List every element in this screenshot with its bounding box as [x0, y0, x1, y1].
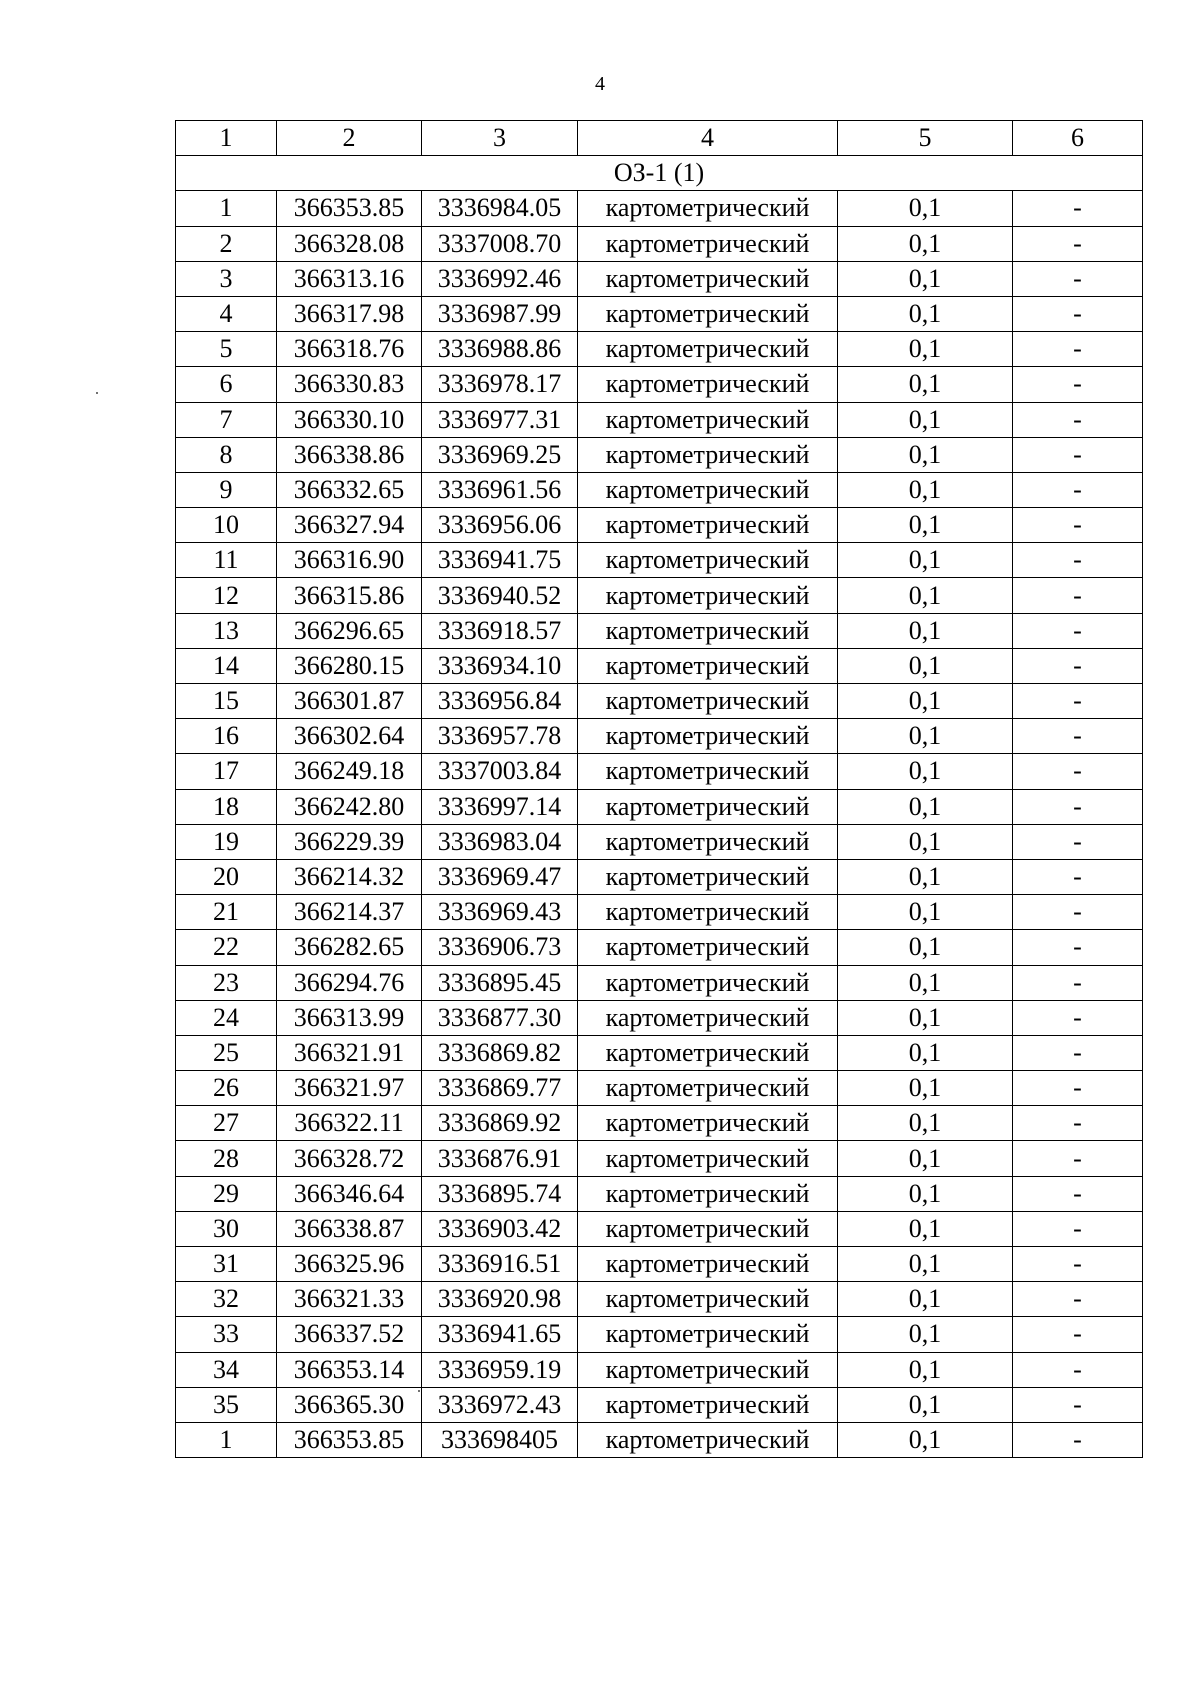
y-coordinate-cell: 3336869.92 — [422, 1106, 578, 1141]
page-number: 4 — [595, 73, 605, 95]
description-cell: - — [1013, 578, 1143, 613]
x-coordinate-cell: 366325.96 — [277, 1247, 422, 1282]
point-number-cell: 30 — [176, 1211, 277, 1246]
method-cell: картометрический — [578, 437, 838, 472]
y-coordinate-cell: 3336903.42 — [422, 1211, 578, 1246]
y-coordinate-cell: 3336984.05 — [422, 191, 578, 226]
table-row — [176, 719, 1143, 754]
method-cell: картометрический — [578, 1282, 838, 1317]
table-row — [176, 367, 1143, 402]
table-row — [176, 472, 1143, 507]
column-number-cell: 2 — [277, 121, 422, 156]
method-cell: картометрический — [578, 824, 838, 859]
x-coordinate-cell: 366313.99 — [277, 1000, 422, 1035]
accuracy-cell: 0,1 — [838, 332, 1013, 367]
point-number-cell: 11 — [176, 543, 277, 578]
x-coordinate-cell: 366353.14 — [277, 1352, 422, 1387]
accuracy-cell: 0,1 — [838, 226, 1013, 261]
point-number-cell: 14 — [176, 648, 277, 683]
table-row — [176, 613, 1143, 648]
point-number-cell: 15 — [176, 684, 277, 719]
point-number-cell: 16 — [176, 719, 277, 754]
point-number-cell: 1 — [176, 1422, 277, 1457]
y-coordinate-cell: 3336869.77 — [422, 1071, 578, 1106]
description-cell: - — [1013, 1422, 1143, 1457]
method-cell: картометрический — [578, 648, 838, 683]
accuracy-cell: 0,1 — [838, 367, 1013, 402]
method-cell: картометрический — [578, 1422, 838, 1457]
accuracy-cell: 0,1 — [838, 684, 1013, 719]
x-coordinate-cell: 366353.85 — [277, 1422, 422, 1457]
y-coordinate-cell: 3336969.47 — [422, 859, 578, 894]
table-row — [176, 1211, 1143, 1246]
x-coordinate-cell: 366321.91 — [277, 1035, 422, 1070]
point-number-cell: 25 — [176, 1035, 277, 1070]
method-cell: картометрический — [578, 226, 838, 261]
table-row — [176, 261, 1143, 296]
x-coordinate-cell: 366365.30 — [277, 1387, 422, 1422]
accuracy-cell: 0,1 — [838, 719, 1013, 754]
method-cell: картометрический — [578, 965, 838, 1000]
accuracy-cell: 0,1 — [838, 1211, 1013, 1246]
description-cell: - — [1013, 1317, 1143, 1352]
table-row — [176, 1000, 1143, 1035]
y-coordinate-cell: 3336961.56 — [422, 472, 578, 507]
method-cell: картометрический — [578, 1035, 838, 1070]
description-cell: - — [1013, 296, 1143, 331]
method-cell: картометрический — [578, 789, 838, 824]
x-coordinate-cell: 366338.87 — [277, 1211, 422, 1246]
table-row — [176, 226, 1143, 261]
point-number-cell: 8 — [176, 437, 277, 472]
y-coordinate-cell: 3336969.25 — [422, 437, 578, 472]
x-coordinate-cell: 366327.94 — [277, 508, 422, 543]
y-coordinate-cell: 3336869.82 — [422, 1035, 578, 1070]
column-number-cell: 1 — [176, 121, 277, 156]
point-number-cell: 35 — [176, 1387, 277, 1422]
description-cell: - — [1013, 226, 1143, 261]
point-number-cell: 31 — [176, 1247, 277, 1282]
method-cell: картометрический — [578, 1000, 838, 1035]
y-coordinate-cell: 3336918.57 — [422, 613, 578, 648]
y-coordinate-cell: 3336895.45 — [422, 965, 578, 1000]
table-row — [176, 402, 1143, 437]
table-row — [176, 437, 1143, 472]
y-coordinate-cell: 333698405 — [422, 1422, 578, 1457]
accuracy-cell: 0,1 — [838, 508, 1013, 543]
y-coordinate-cell: 3336920.98 — [422, 1282, 578, 1317]
x-coordinate-cell: 366338.86 — [277, 437, 422, 472]
description-cell: - — [1013, 1352, 1143, 1387]
x-coordinate-cell: 366328.72 — [277, 1141, 422, 1176]
method-cell: картометрический — [578, 1247, 838, 1282]
x-coordinate-cell: 366214.37 — [277, 895, 422, 930]
method-cell: картометрический — [578, 402, 838, 437]
description-cell: - — [1013, 261, 1143, 296]
description-cell: - — [1013, 543, 1143, 578]
column-number-row — [176, 121, 1143, 156]
method-cell: картометрический — [578, 578, 838, 613]
description-cell: - — [1013, 965, 1143, 1000]
accuracy-cell: 0,1 — [838, 789, 1013, 824]
description-cell: - — [1013, 754, 1143, 789]
accuracy-cell: 0,1 — [838, 472, 1013, 507]
method-cell: картометрический — [578, 296, 838, 331]
x-coordinate-cell: 366316.90 — [277, 543, 422, 578]
description-cell: - — [1013, 613, 1143, 648]
y-coordinate-cell: 3336956.06 — [422, 508, 578, 543]
table-row — [176, 1422, 1143, 1457]
point-number-cell: 13 — [176, 613, 277, 648]
point-number-cell: 2 — [176, 226, 277, 261]
accuracy-cell: 0,1 — [838, 1247, 1013, 1282]
description-cell: - — [1013, 1141, 1143, 1176]
y-coordinate-cell: 3336940.52 — [422, 578, 578, 613]
accuracy-cell: 0,1 — [838, 965, 1013, 1000]
method-cell: картометрический — [578, 719, 838, 754]
table-row — [176, 296, 1143, 331]
point-number-cell: 10 — [176, 508, 277, 543]
y-coordinate-cell: 3337008.70 — [422, 226, 578, 261]
point-number-cell: 4 — [176, 296, 277, 331]
accuracy-cell: 0,1 — [838, 1106, 1013, 1141]
accuracy-cell: 0,1 — [838, 261, 1013, 296]
description-cell: - — [1013, 1035, 1143, 1070]
accuracy-cell: 0,1 — [838, 1141, 1013, 1176]
point-number-cell: 34 — [176, 1352, 277, 1387]
y-coordinate-cell: 3336906.73 — [422, 930, 578, 965]
point-number-cell: 6 — [176, 367, 277, 402]
method-cell: картометрический — [578, 1176, 838, 1211]
x-coordinate-cell: 366328.08 — [277, 226, 422, 261]
description-cell: - — [1013, 684, 1143, 719]
y-coordinate-cell: 3336877.30 — [422, 1000, 578, 1035]
y-coordinate-cell: 3336992.46 — [422, 261, 578, 296]
accuracy-cell: 0,1 — [838, 437, 1013, 472]
table-row — [176, 508, 1143, 543]
column-number-cell: 6 — [1013, 121, 1143, 156]
y-coordinate-cell: 3336983.04 — [422, 824, 578, 859]
description-cell: - — [1013, 648, 1143, 683]
column-number-cell: 5 — [838, 121, 1013, 156]
x-coordinate-cell: 366322.11 — [277, 1106, 422, 1141]
method-cell: картометрический — [578, 1071, 838, 1106]
point-number-cell: 7 — [176, 402, 277, 437]
description-cell: - — [1013, 437, 1143, 472]
accuracy-cell: 0,1 — [838, 824, 1013, 859]
table-row — [176, 965, 1143, 1000]
accuracy-cell: 0,1 — [838, 1282, 1013, 1317]
method-cell: картометрический — [578, 191, 838, 226]
x-coordinate-cell: 366317.98 — [277, 296, 422, 331]
description-cell: - — [1013, 191, 1143, 226]
accuracy-cell: 0,1 — [838, 578, 1013, 613]
method-cell: картометрический — [578, 1106, 838, 1141]
method-cell: картометрический — [578, 367, 838, 402]
table-row — [176, 1352, 1143, 1387]
table-row — [176, 543, 1143, 578]
point-number-cell: 1 — [176, 191, 277, 226]
method-cell: картометрический — [578, 1317, 838, 1352]
method-cell: картометрический — [578, 1352, 838, 1387]
x-coordinate-cell: 366282.65 — [277, 930, 422, 965]
table-row — [176, 332, 1143, 367]
description-cell: - — [1013, 1000, 1143, 1035]
table-row — [176, 1035, 1143, 1070]
x-coordinate-cell: 366315.86 — [277, 578, 422, 613]
point-number-cell: 26 — [176, 1071, 277, 1106]
section-title-row — [176, 156, 1143, 191]
y-coordinate-cell: 3336988.86 — [422, 332, 578, 367]
x-coordinate-cell: 366330.10 — [277, 402, 422, 437]
point-number-cell: 20 — [176, 859, 277, 894]
table-row — [176, 1106, 1143, 1141]
point-number-cell: 19 — [176, 824, 277, 859]
table-row — [176, 895, 1143, 930]
table-body — [176, 121, 1143, 1458]
accuracy-cell: 0,1 — [838, 754, 1013, 789]
description-cell: - — [1013, 332, 1143, 367]
description-cell: - — [1013, 1282, 1143, 1317]
description-cell: - — [1013, 1247, 1143, 1282]
y-coordinate-cell: 3336934.10 — [422, 648, 578, 683]
y-coordinate-cell: 3336876.91 — [422, 1141, 578, 1176]
y-coordinate-cell: 3336957.78 — [422, 719, 578, 754]
x-coordinate-cell: 366214.32 — [277, 859, 422, 894]
method-cell: картометрический — [578, 508, 838, 543]
description-cell: - — [1013, 1176, 1143, 1211]
x-coordinate-cell: 366332.65 — [277, 472, 422, 507]
description-cell: - — [1013, 895, 1143, 930]
x-coordinate-cell: 366330.83 — [277, 367, 422, 402]
method-cell: картометрический — [578, 930, 838, 965]
table-row — [176, 789, 1143, 824]
accuracy-cell: 0,1 — [838, 1317, 1013, 1352]
table-row — [176, 1387, 1143, 1422]
description-cell: - — [1013, 1071, 1143, 1106]
accuracy-cell: 0,1 — [838, 859, 1013, 894]
x-coordinate-cell: 366229.39 — [277, 824, 422, 859]
table-row — [176, 684, 1143, 719]
method-cell: картометрический — [578, 543, 838, 578]
table-row — [176, 578, 1143, 613]
x-coordinate-cell: 366313.16 — [277, 261, 422, 296]
accuracy-cell: 0,1 — [838, 1176, 1013, 1211]
description-cell: - — [1013, 472, 1143, 507]
accuracy-cell: 0,1 — [838, 191, 1013, 226]
point-number-cell: 33 — [176, 1317, 277, 1352]
x-coordinate-cell: 366346.64 — [277, 1176, 422, 1211]
point-number-cell: 28 — [176, 1141, 277, 1176]
point-number-cell: 27 — [176, 1106, 277, 1141]
column-number-cell: 4 — [578, 121, 838, 156]
accuracy-cell: 0,1 — [838, 613, 1013, 648]
method-cell: картометрический — [578, 332, 838, 367]
method-cell: картометрический — [578, 261, 838, 296]
x-coordinate-cell: 366301.87 — [277, 684, 422, 719]
table-row — [176, 1317, 1143, 1352]
table-row — [176, 191, 1143, 226]
description-cell: - — [1013, 1211, 1143, 1246]
x-coordinate-cell: 366296.65 — [277, 613, 422, 648]
y-coordinate-cell: 3336916.51 — [422, 1247, 578, 1282]
table-row — [176, 824, 1143, 859]
description-cell: - — [1013, 367, 1143, 402]
method-cell: картометрический — [578, 472, 838, 507]
point-number-cell: 18 — [176, 789, 277, 824]
table-row — [176, 1141, 1143, 1176]
description-cell: - — [1013, 402, 1143, 437]
x-coordinate-cell: 366249.18 — [277, 754, 422, 789]
point-number-cell: 12 — [176, 578, 277, 613]
y-coordinate-cell: 3336941.75 — [422, 543, 578, 578]
x-coordinate-cell: 366302.64 — [277, 719, 422, 754]
description-cell: - — [1013, 1387, 1143, 1422]
accuracy-cell: 0,1 — [838, 648, 1013, 683]
accuracy-cell: 0,1 — [838, 1035, 1013, 1070]
point-number-cell: 17 — [176, 754, 277, 789]
x-coordinate-cell: 366318.76 — [277, 332, 422, 367]
point-number-cell: 23 — [176, 965, 277, 1000]
description-cell: - — [1013, 508, 1143, 543]
point-number-cell: 21 — [176, 895, 277, 930]
accuracy-cell: 0,1 — [838, 543, 1013, 578]
point-number-cell: 9 — [176, 472, 277, 507]
method-cell: картометрический — [578, 613, 838, 648]
accuracy-cell: 0,1 — [838, 1352, 1013, 1387]
y-coordinate-cell: 3336956.84 — [422, 684, 578, 719]
scan-speck — [96, 392, 98, 394]
method-cell: картометрический — [578, 1387, 838, 1422]
description-cell: - — [1013, 789, 1143, 824]
x-coordinate-cell: 366321.97 — [277, 1071, 422, 1106]
table-row — [176, 1071, 1143, 1106]
point-number-cell: 5 — [176, 332, 277, 367]
scan-speck — [418, 1390, 420, 1392]
accuracy-cell: 0,1 — [838, 895, 1013, 930]
method-cell: картометрический — [578, 895, 838, 930]
y-coordinate-cell: 3336941.65 — [422, 1317, 578, 1352]
accuracy-cell: 0,1 — [838, 930, 1013, 965]
accuracy-cell: 0,1 — [838, 402, 1013, 437]
x-coordinate-cell: 366294.76 — [277, 965, 422, 1000]
y-coordinate-cell: 3336895.74 — [422, 1176, 578, 1211]
column-number-cell: 3 — [422, 121, 578, 156]
y-coordinate-cell: 3336959.19 — [422, 1352, 578, 1387]
point-number-cell: 22 — [176, 930, 277, 965]
table-row — [176, 859, 1143, 894]
x-coordinate-cell: 366321.33 — [277, 1282, 422, 1317]
y-coordinate-cell: 3336997.14 — [422, 789, 578, 824]
table-row — [176, 1247, 1143, 1282]
method-cell: картометрический — [578, 754, 838, 789]
y-coordinate-cell: 3336987.99 — [422, 296, 578, 331]
method-cell: картометрический — [578, 1211, 838, 1246]
point-number-cell: 32 — [176, 1282, 277, 1317]
y-coordinate-cell: 3336972.43 — [422, 1387, 578, 1422]
description-cell: - — [1013, 1106, 1143, 1141]
table-row — [176, 754, 1143, 789]
x-coordinate-cell: 366242.80 — [277, 789, 422, 824]
y-coordinate-cell: 3336969.43 — [422, 895, 578, 930]
accuracy-cell: 0,1 — [838, 1387, 1013, 1422]
point-number-cell: 3 — [176, 261, 277, 296]
method-cell: картометрический — [578, 1141, 838, 1176]
table-row — [176, 648, 1143, 683]
y-coordinate-cell: 3336978.17 — [422, 367, 578, 402]
table-row — [176, 1176, 1143, 1211]
y-coordinate-cell: 3337003.84 — [422, 754, 578, 789]
section-title: ОЗ-1 (1) — [176, 156, 1143, 191]
coordinates-table — [175, 120, 1143, 1458]
description-cell: - — [1013, 719, 1143, 754]
point-number-cell: 24 — [176, 1000, 277, 1035]
method-cell: картометрический — [578, 859, 838, 894]
x-coordinate-cell: 366353.85 — [277, 191, 422, 226]
x-coordinate-cell: 366280.15 — [277, 648, 422, 683]
method-cell: картометрический — [578, 684, 838, 719]
description-cell: - — [1013, 930, 1143, 965]
description-cell: - — [1013, 824, 1143, 859]
accuracy-cell: 0,1 — [838, 1071, 1013, 1106]
table-row — [176, 930, 1143, 965]
accuracy-cell: 0,1 — [838, 296, 1013, 331]
y-coordinate-cell: 3336977.31 — [422, 402, 578, 437]
x-coordinate-cell: 366337.52 — [277, 1317, 422, 1352]
description-cell: - — [1013, 859, 1143, 894]
accuracy-cell: 0,1 — [838, 1422, 1013, 1457]
accuracy-cell: 0,1 — [838, 1000, 1013, 1035]
point-number-cell: 29 — [176, 1176, 277, 1211]
table-row — [176, 1282, 1143, 1317]
